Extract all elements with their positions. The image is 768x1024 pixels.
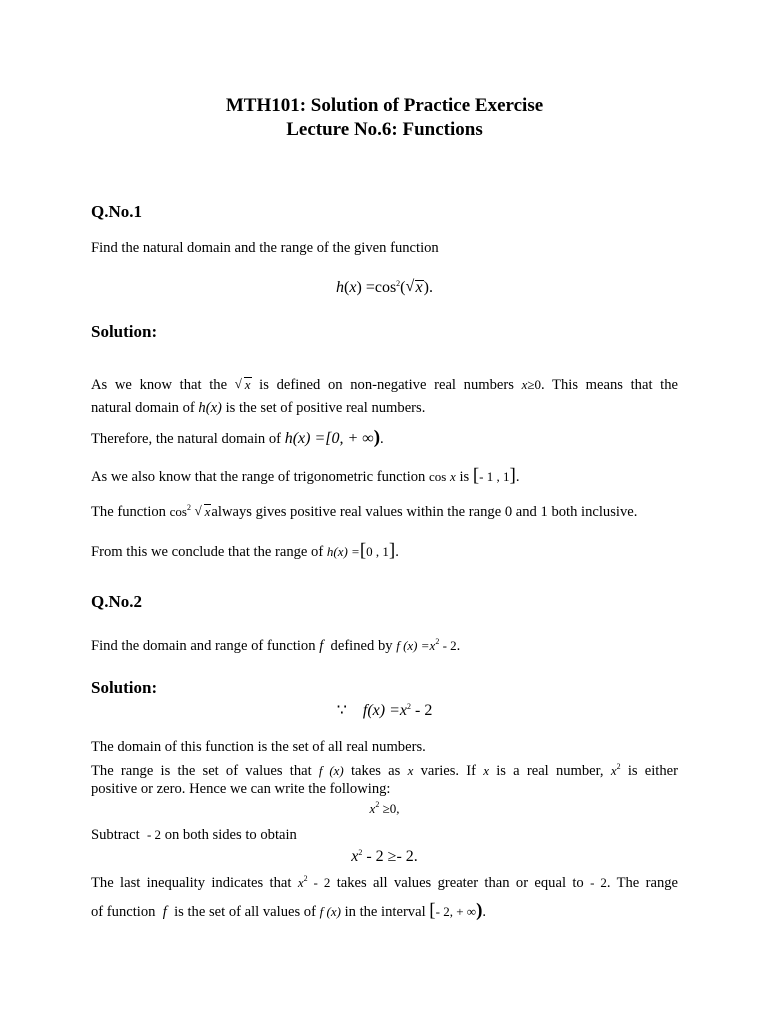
q1-paragraph-3: Therefore, the natural domain of h(x) =[0, + ∞). [91, 427, 384, 448]
q2-paragraph-6: The last inequality indicates that $x^2 - 2$ takes all values greater than or equal to - 2. The range [91, 874, 679, 891]
title-line-1: MTH101: Solution of Practice Exercise [225, 95, 544, 116]
q2-solution-heading: Solution: [91, 678, 158, 697]
q2-paragraph-3: The range is the set of values that f (x) takes as x varies. If x is a real number, $x^2$ is either [91, 762, 678, 779]
q2-heading: Q.No.2 [91, 592, 142, 611]
q1-heading: Q.No.1 [91, 202, 142, 221]
q1-paragraph-6: From this we conclude that the range of h(x) =[0 , 1]. [91, 540, 399, 561]
q1-solution-heading: Solution: [91, 322, 158, 341]
q2-paragraph-2: The domain of this function is the set of all real numbers. [91, 739, 426, 755]
q1-paragraph-1: As we know that the √ x is defined on non-negative real numbers x≥0. This means that the [91, 376, 678, 394]
q2-paragraph-4: positive or zero. Hence we can write the following: [91, 781, 391, 797]
q1-paragraph-2: natural domain of h(x) is the set of positive real numbers. [91, 400, 426, 416]
q1-paragraph-5: The function $\cos^2$ √ xalways gives positive real values within the range 0 and 1 both inclusive. [91, 503, 678, 521]
q1-prompt: Find the natural domain and the range of the given function [91, 240, 439, 256]
q2-inequality-1: $x^2 \ge 0$, [369, 800, 400, 816]
q2-paragraph-7: of function f is the set of all values of f (x) in the interval [- 2, + ∞). [91, 900, 487, 921]
q2-paragraph-1: Find the domain and range of function f defined by f $(x) =x^2 - 2$. [91, 637, 461, 654]
q2-equation: ∵ $f(x) =x^2 - 2$ [336, 702, 433, 719]
q2-inequality-2: $x^2 - 2 \ge- 2$. [351, 848, 418, 865]
title-line-2: Lecture No.6: Functions [286, 119, 483, 140]
document-title [91, 94, 678, 142]
q1-equation: $h(x) =\cos^2(√$ x). [91, 279, 678, 297]
q2-paragraph-5: Subtract - 2 on both sides to obtain [91, 827, 297, 843]
q1-paragraph-4: As we also know that the range of trigonometric function cos x is [- 1 , 1]. [91, 465, 520, 486]
